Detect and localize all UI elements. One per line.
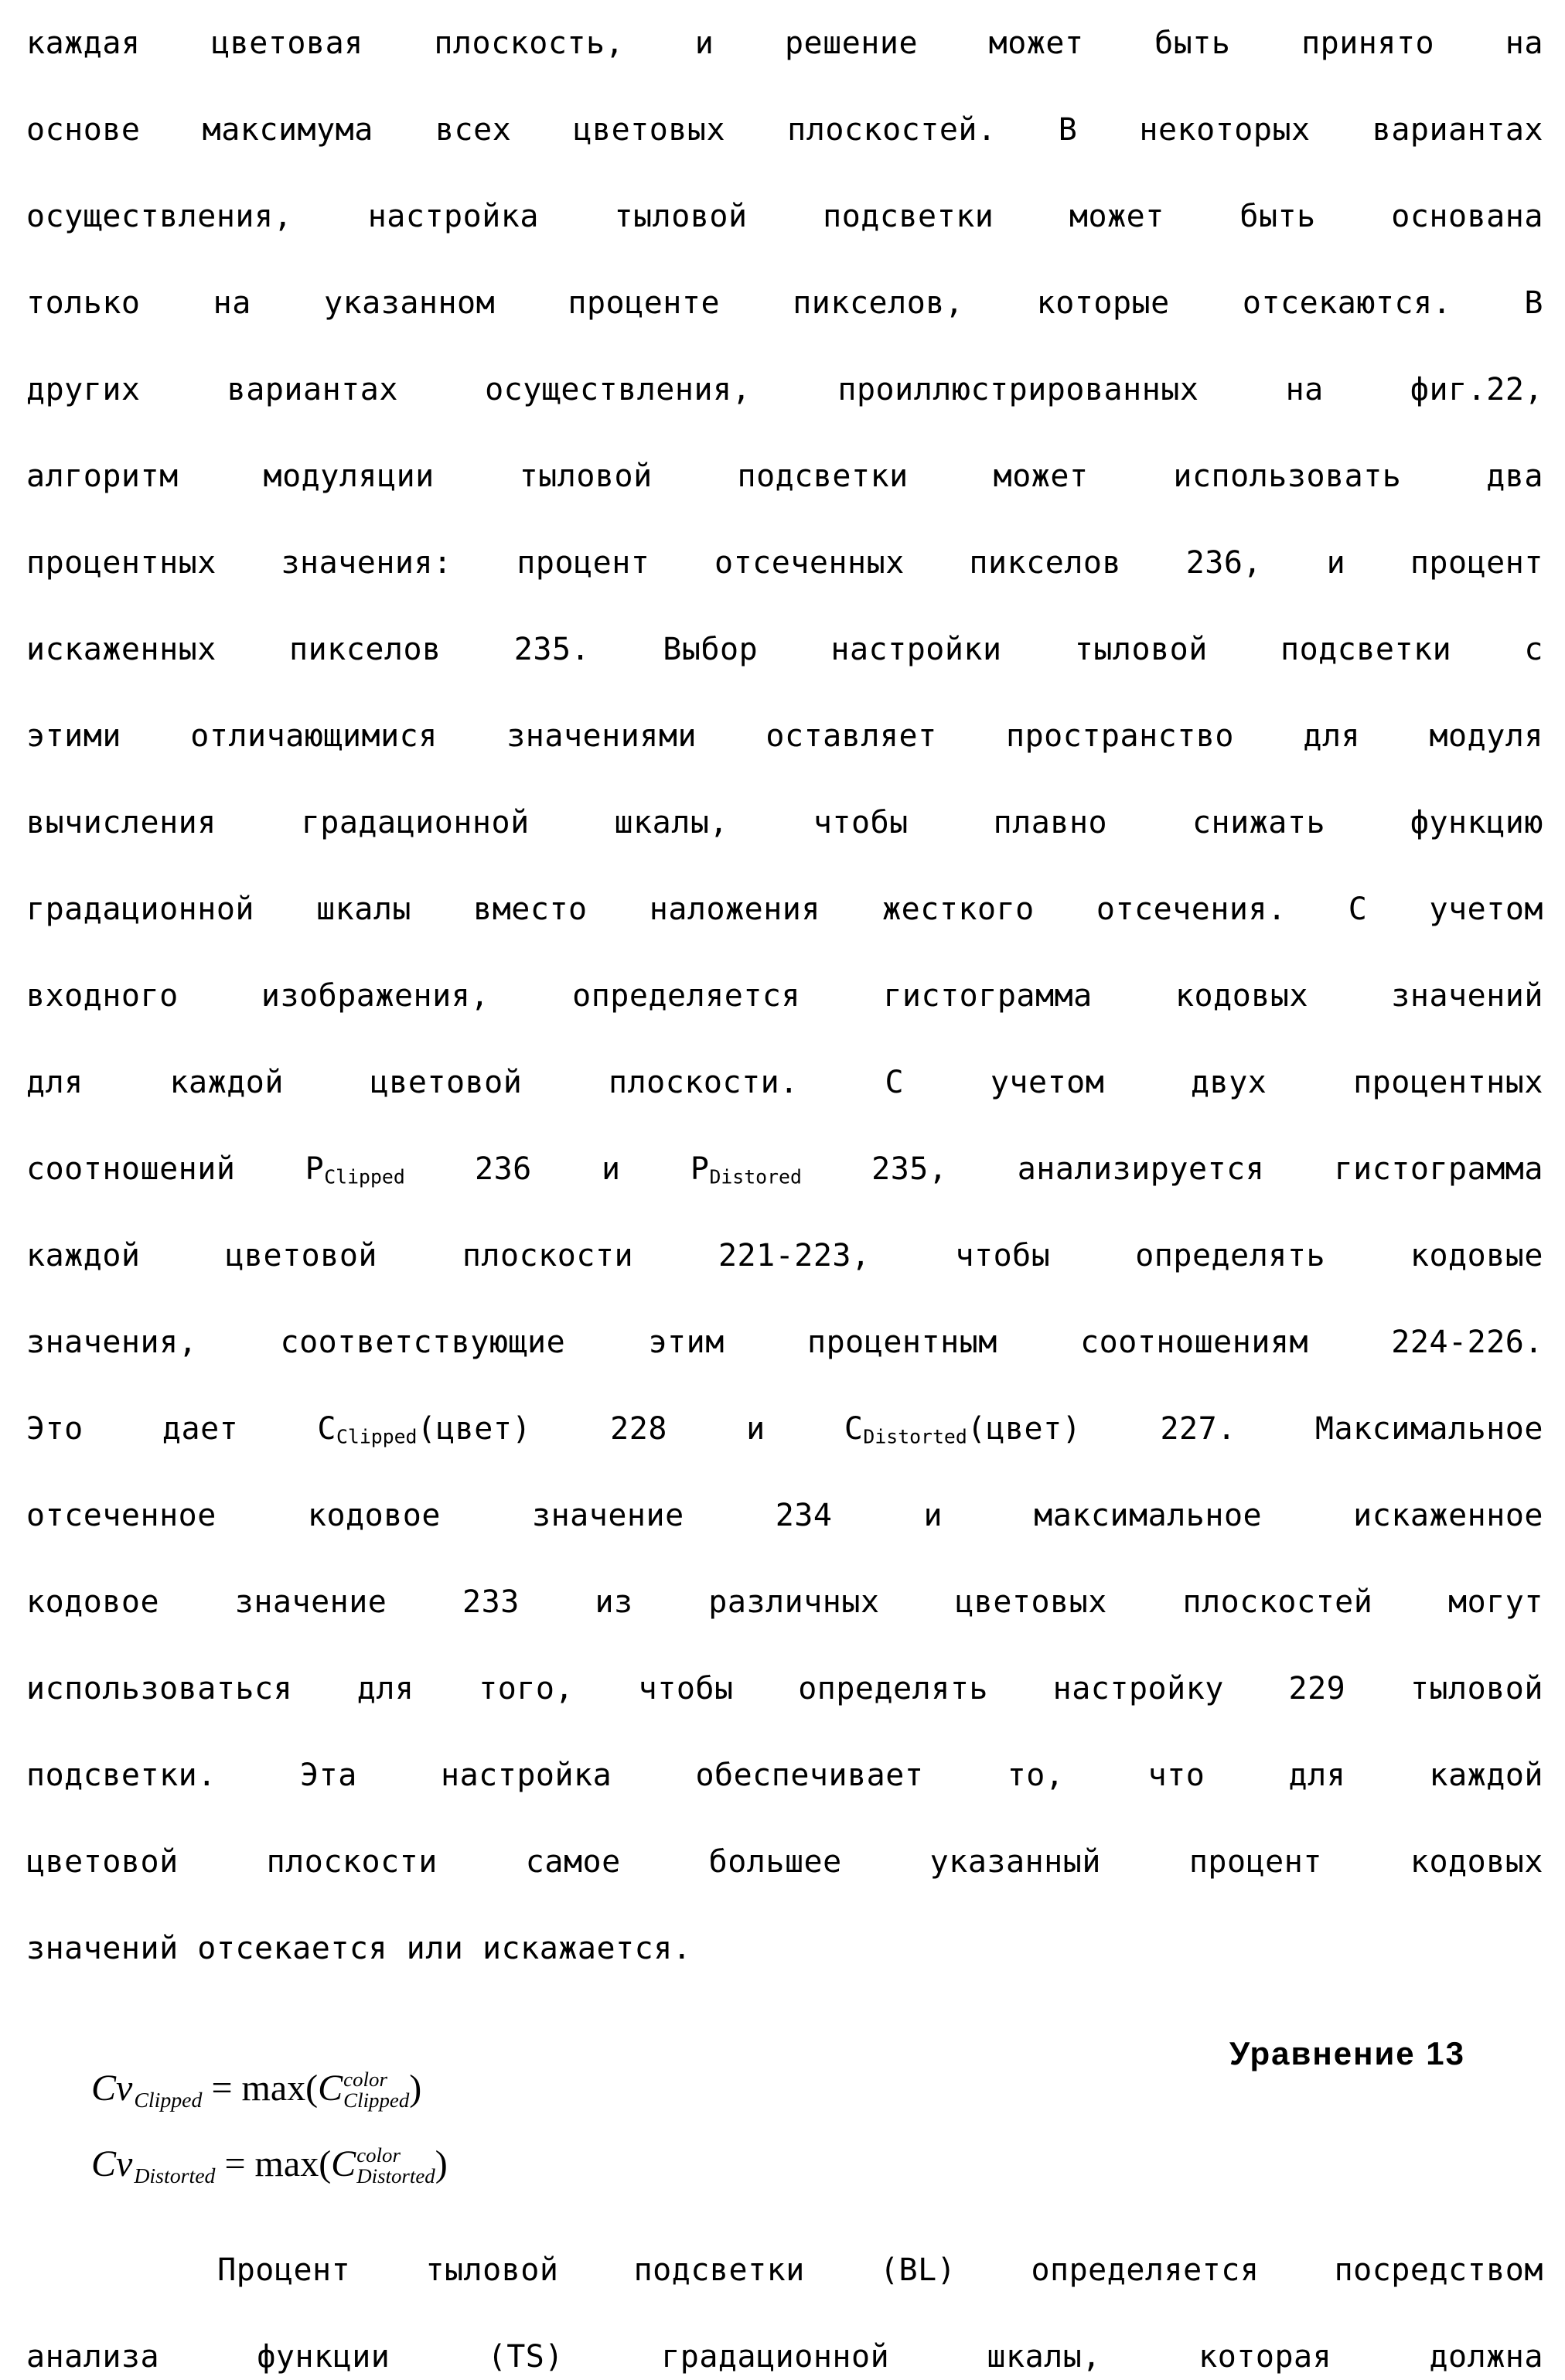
text-word: процент — [1188, 1844, 1322, 1880]
text-line — [26, 173, 1543, 260]
text-word: градационной — [26, 892, 254, 927]
text-line — [26, 1645, 1543, 1732]
text-word: осуществления, — [26, 199, 293, 234]
text-word: шкалы — [316, 892, 412, 927]
text-word: пространство — [1006, 718, 1234, 754]
text-word: кодовые — [1410, 1238, 1543, 1274]
text-word: каждой — [26, 1238, 141, 1274]
equation-line-2 — [91, 2133, 448, 2208]
text-word: подсветки — [633, 2252, 805, 2288]
text-word: для — [1303, 718, 1361, 754]
text-word: проценте — [568, 285, 721, 321]
text-word: 235. — [513, 632, 591, 667]
text-word: отличающимися — [190, 718, 438, 754]
text-word: чтобы — [638, 1671, 734, 1707]
text-word: градационной — [661, 2339, 890, 2375]
p-distored-symbol — [690, 1126, 802, 1212]
p-line-tail-word: анализируется — [1017, 1151, 1265, 1187]
text-word: В — [1524, 285, 1543, 321]
text-line — [26, 1299, 1543, 1386]
c-distorted-symbol-argument: (цвет) — [967, 1411, 1082, 1447]
text-word: Выбор — [663, 632, 759, 667]
eq1-close-paren: ) — [409, 2068, 422, 2109]
text-line — [26, 260, 1543, 346]
text-word: тыловой — [425, 2252, 559, 2288]
c-distorted-symbol-base: C — [844, 1411, 864, 1447]
text-word: (TS) — [487, 2339, 564, 2375]
text-word: кодовых — [1410, 1844, 1543, 1880]
text-word: процентным — [807, 1325, 997, 1360]
p-clipped-symbol — [305, 1126, 405, 1212]
text-word: оставляет — [765, 718, 937, 754]
text-word: проиллюстрированных — [837, 372, 1199, 407]
text-word: этими — [26, 718, 121, 754]
text-word: наложения — [649, 892, 820, 927]
text-word: указанном — [323, 285, 496, 321]
eq1-arg-sup: color — [343, 2067, 387, 2091]
text-word: некоторых — [1139, 112, 1311, 148]
eq1-lhs-base: Cv — [91, 2068, 133, 2109]
text-word: на — [1285, 372, 1324, 407]
text-word: Процент — [217, 2252, 351, 2288]
text-word: цветовых — [955, 1584, 1107, 1620]
conjunction: и — [602, 1151, 621, 1187]
text-word: максимума — [202, 112, 373, 148]
text-word: основана — [1391, 199, 1543, 234]
text-word: отсечения. — [1096, 892, 1287, 927]
text-word: значения: — [281, 545, 452, 581]
text-word: двух — [1191, 1065, 1267, 1100]
text-word: и — [694, 26, 714, 61]
text-word: других — [26, 372, 141, 407]
text-word: искаженное — [1353, 1498, 1543, 1533]
text-word: процентных — [1353, 1065, 1543, 1100]
eq1-open-paren: ( — [305, 2068, 319, 2109]
text-word: цветовых — [573, 112, 726, 148]
text-line — [26, 953, 1543, 1039]
text-word: два — [1486, 459, 1543, 494]
text-word: чтобы — [955, 1238, 1051, 1274]
text-line — [26, 1212, 1543, 1299]
c-clipped-symbol — [317, 1386, 531, 1472]
text-word: функцию — [1410, 805, 1543, 841]
text-word: значений — [1391, 978, 1543, 1014]
p-distored-symbol-base: P — [690, 1151, 710, 1187]
text-word: 221-223, — [718, 1238, 871, 1274]
text-word: плоскости. — [609, 1065, 799, 1100]
text-line — [26, 1039, 1543, 1126]
text-word: учетом — [1429, 892, 1543, 927]
text-line — [26, 1559, 1543, 1645]
equation-line-1 — [91, 2057, 448, 2133]
text-word: 236, — [1185, 545, 1263, 581]
text-word: функции — [257, 2339, 390, 2375]
text-word: которая — [1198, 2339, 1332, 2375]
reference-236: 236 — [475, 1151, 532, 1187]
text-line — [26, 779, 1543, 866]
text-word: вместо — [473, 892, 588, 927]
reference-235: 235, — [871, 1151, 948, 1187]
text-word: указанный — [929, 1844, 1101, 1880]
c-clipped-symbol-base: C — [317, 1411, 336, 1447]
text-word: соотношениям — [1080, 1325, 1309, 1360]
reference-227: 227. — [1160, 1411, 1236, 1447]
text-word: 233 — [462, 1584, 520, 1620]
text-line — [26, 0, 1543, 87]
text-word: анализа — [26, 2339, 160, 2375]
text-word: тыловой — [519, 459, 653, 494]
eq1-arg-base: C — [318, 2068, 343, 2109]
text-line — [26, 1732, 1543, 1819]
text-word: цветовая — [211, 26, 363, 61]
conjunction: и — [746, 1411, 765, 1447]
text-word: процент — [1410, 545, 1543, 581]
text-word: этим — [648, 1325, 725, 1360]
eq2-arg-sup: color — [356, 2143, 401, 2167]
text-word: В — [1058, 112, 1078, 148]
text-word: из — [595, 1584, 633, 1620]
text-line — [26, 433, 1543, 520]
text-word: подсветки — [1280, 632, 1452, 667]
text-word: вычисления — [26, 805, 217, 841]
eq2-open-paren: ( — [319, 2143, 332, 2184]
paragraph-indent — [26, 2227, 142, 2314]
text-word: вариантах — [1372, 112, 1543, 148]
text-word: самое — [525, 1844, 621, 1880]
text-word: С — [885, 1065, 905, 1100]
text-word: определяется — [572, 978, 801, 1014]
text-word: плавно — [993, 805, 1108, 841]
text-word: основе — [26, 112, 141, 148]
text-word: подсветки. — [26, 1758, 217, 1793]
text-word: каждая — [26, 26, 141, 61]
text-line — [26, 1472, 1543, 1559]
eq2-lhs-base: Cv — [91, 2143, 133, 2184]
text-word: значения, — [26, 1325, 198, 1360]
c-clipped-symbol-subscript: Clipped — [336, 1425, 418, 1448]
text-word: плоскостей. — [787, 112, 997, 148]
text-line — [26, 2314, 1543, 2380]
text-word: 234 — [775, 1498, 833, 1533]
p-clipped-symbol-base: P — [305, 1151, 325, 1187]
equation-block — [91, 2057, 448, 2208]
text-word: плоскость, — [434, 26, 625, 61]
text-line — [26, 520, 1543, 606]
text-word: решение — [784, 26, 919, 61]
text-word: может — [1069, 199, 1164, 234]
c-line-word-1: Это — [26, 1411, 84, 1447]
text-line — [26, 87, 1543, 173]
text-word: цветовой — [370, 1065, 523, 1100]
text-word: подсветки — [823, 199, 994, 234]
text-word: тыловой — [1410, 1671, 1543, 1707]
text-line — [26, 606, 1543, 693]
text-word: настройка — [367, 199, 539, 234]
text-word: цветовой — [225, 1238, 377, 1274]
eq2-operator: = — [224, 2143, 246, 2184]
text-line — [26, 2227, 1543, 2314]
text-line — [26, 1905, 1543, 1992]
text-word: модуля — [1429, 718, 1543, 754]
text-word: плоскости — [462, 1238, 634, 1274]
c-line-tail-word: Максимальное — [1314, 1411, 1543, 1447]
text-word: пикселов, — [793, 285, 964, 321]
text-word: только — [26, 285, 141, 321]
text-word: кодовых — [1175, 978, 1309, 1014]
text-word: пикселов — [969, 545, 1122, 581]
text-word: настройки — [830, 632, 1002, 667]
document-body — [26, 0, 1543, 1992]
text-word: для — [1288, 1758, 1346, 1793]
text-word: значение — [532, 1498, 684, 1533]
text-word: пикселов — [288, 632, 442, 667]
text-word: отсекаются. — [1242, 285, 1452, 321]
eq1-arg-sub: Clipped — [343, 2088, 410, 2112]
text-word: которые — [1036, 285, 1170, 321]
eq2-arg-base: C — [331, 2143, 356, 2184]
text-word: входного — [26, 978, 179, 1014]
text-word: кодовое — [26, 1584, 160, 1620]
text-line — [26, 1819, 1543, 1905]
text-word: большее — [708, 1844, 842, 1880]
text-word: плоскостей — [1182, 1584, 1373, 1620]
text-word: вариантах — [227, 372, 398, 407]
text-word: подсветки — [737, 459, 909, 494]
p-clipped-symbol-subscript: Clipped — [324, 1165, 405, 1188]
text-word: для — [356, 1671, 414, 1707]
text-word: и — [1326, 545, 1346, 581]
text-word: отсеченное — [26, 1498, 217, 1533]
text-word: определяется — [1031, 2252, 1260, 2288]
text-word: то, — [1007, 1758, 1065, 1793]
eq2-close-paren: ) — [435, 2143, 448, 2184]
text-word: Эта — [300, 1758, 357, 1793]
text-word: С — [1348, 892, 1368, 927]
text-word: фиг.22, — [1410, 372, 1543, 407]
text-word: тыловой — [614, 199, 748, 234]
eq1-operator: = — [211, 2068, 233, 2109]
eq1-arg-supsub — [343, 2069, 409, 2112]
text-word: может — [988, 26, 1084, 61]
text-word: чтобы — [813, 805, 909, 841]
text-word: может — [993, 459, 1089, 494]
text-word: определять — [798, 1671, 989, 1707]
text-word: определять — [1135, 1238, 1326, 1274]
text-line — [26, 866, 1543, 953]
text-word: жесткого — [882, 892, 1035, 927]
text-line-content: значений отсекается или искажается. — [26, 1931, 692, 1966]
c-line-word-2: дает — [162, 1411, 239, 1447]
text-word: 229 — [1288, 1671, 1346, 1707]
text-word: обеспечивает — [695, 1758, 924, 1793]
text-word: градационной — [301, 805, 530, 841]
text-line-c-subscripts — [26, 1386, 1543, 1472]
text-word: алгоритм — [26, 459, 179, 494]
text-word: модуляции — [263, 459, 435, 494]
text-word: на — [213, 285, 251, 321]
text-word: искаженных — [26, 632, 217, 667]
p-line-tail-word: гистограмма — [1334, 1151, 1543, 1187]
text-word: значение — [234, 1584, 387, 1620]
c-clipped-symbol-argument: (цвет) — [417, 1411, 531, 1447]
text-word: учетом — [990, 1065, 1105, 1100]
eq2-lhs-sub: Distorted — [134, 2163, 216, 2188]
eq2-arg-sub: Distorted — [356, 2164, 435, 2188]
text-word: различных — [708, 1584, 880, 1620]
text-word: с — [1524, 632, 1543, 667]
text-line-p-subscripts — [26, 1126, 1543, 1212]
text-word: настройку — [1052, 1671, 1224, 1707]
text-word: (BL) — [879, 2252, 956, 2288]
p-distored-symbol-subscript: Distored — [709, 1165, 802, 1188]
text-word: посредством — [1334, 2252, 1543, 2288]
text-word: использоваться — [26, 1671, 293, 1707]
text-word: использовать — [1173, 459, 1402, 494]
equation-label: Уравнение 13 — [1229, 2035, 1466, 2071]
eq1-func: max — [241, 2068, 306, 2109]
text-word: принято — [1301, 26, 1435, 61]
eq2-arg-supsub — [356, 2145, 435, 2187]
eq2-func: max — [254, 2143, 319, 2184]
text-word: шкалы, — [614, 805, 728, 841]
reference-228: 228 — [610, 1411, 667, 1447]
document-body-tail — [26, 2227, 1543, 2380]
text-word: каждой — [1429, 1758, 1543, 1793]
text-word: и — [923, 1498, 943, 1533]
text-word: быть — [1154, 26, 1231, 61]
text-word: шкалы, — [987, 2339, 1101, 2375]
c-distorted-symbol — [844, 1386, 1081, 1472]
text-word: тыловой — [1074, 632, 1208, 667]
text-word: процентных — [26, 545, 217, 581]
p-line-prefix: соотношений — [26, 1151, 236, 1187]
text-word: плоскости — [266, 1844, 438, 1880]
text-word: для — [26, 1065, 84, 1100]
text-word: снижать — [1192, 805, 1326, 841]
text-word: быть — [1239, 199, 1316, 234]
text-word: 224-226. — [1391, 1325, 1543, 1360]
text-word: кодовое — [307, 1498, 441, 1533]
text-word: цветовой — [26, 1844, 179, 1880]
text-line — [26, 346, 1543, 433]
text-word: осуществления, — [485, 372, 752, 407]
text-word: соответствующие — [280, 1325, 566, 1360]
text-line — [26, 693, 1543, 779]
text-word: процент — [517, 545, 650, 581]
text-word: гистограмма — [883, 978, 1093, 1014]
text-word: максимальное — [1034, 1498, 1263, 1533]
text-word: каждой — [169, 1065, 284, 1100]
text-word: настройка — [440, 1758, 612, 1793]
text-word: что — [1147, 1758, 1205, 1793]
c-distorted-symbol-subscript: Distorted — [863, 1425, 967, 1448]
text-word: изображения, — [261, 978, 489, 1014]
eq1-lhs-sub: Clipped — [134, 2088, 203, 2112]
text-word: должна — [1429, 2339, 1543, 2375]
text-word: всех — [435, 112, 512, 148]
text-word: того, — [479, 1671, 575, 1707]
text-word: отсеченных — [714, 545, 905, 581]
text-word: могут — [1447, 1584, 1543, 1620]
text-word: значениями — [506, 718, 697, 754]
text-word: на — [1505, 26, 1543, 61]
